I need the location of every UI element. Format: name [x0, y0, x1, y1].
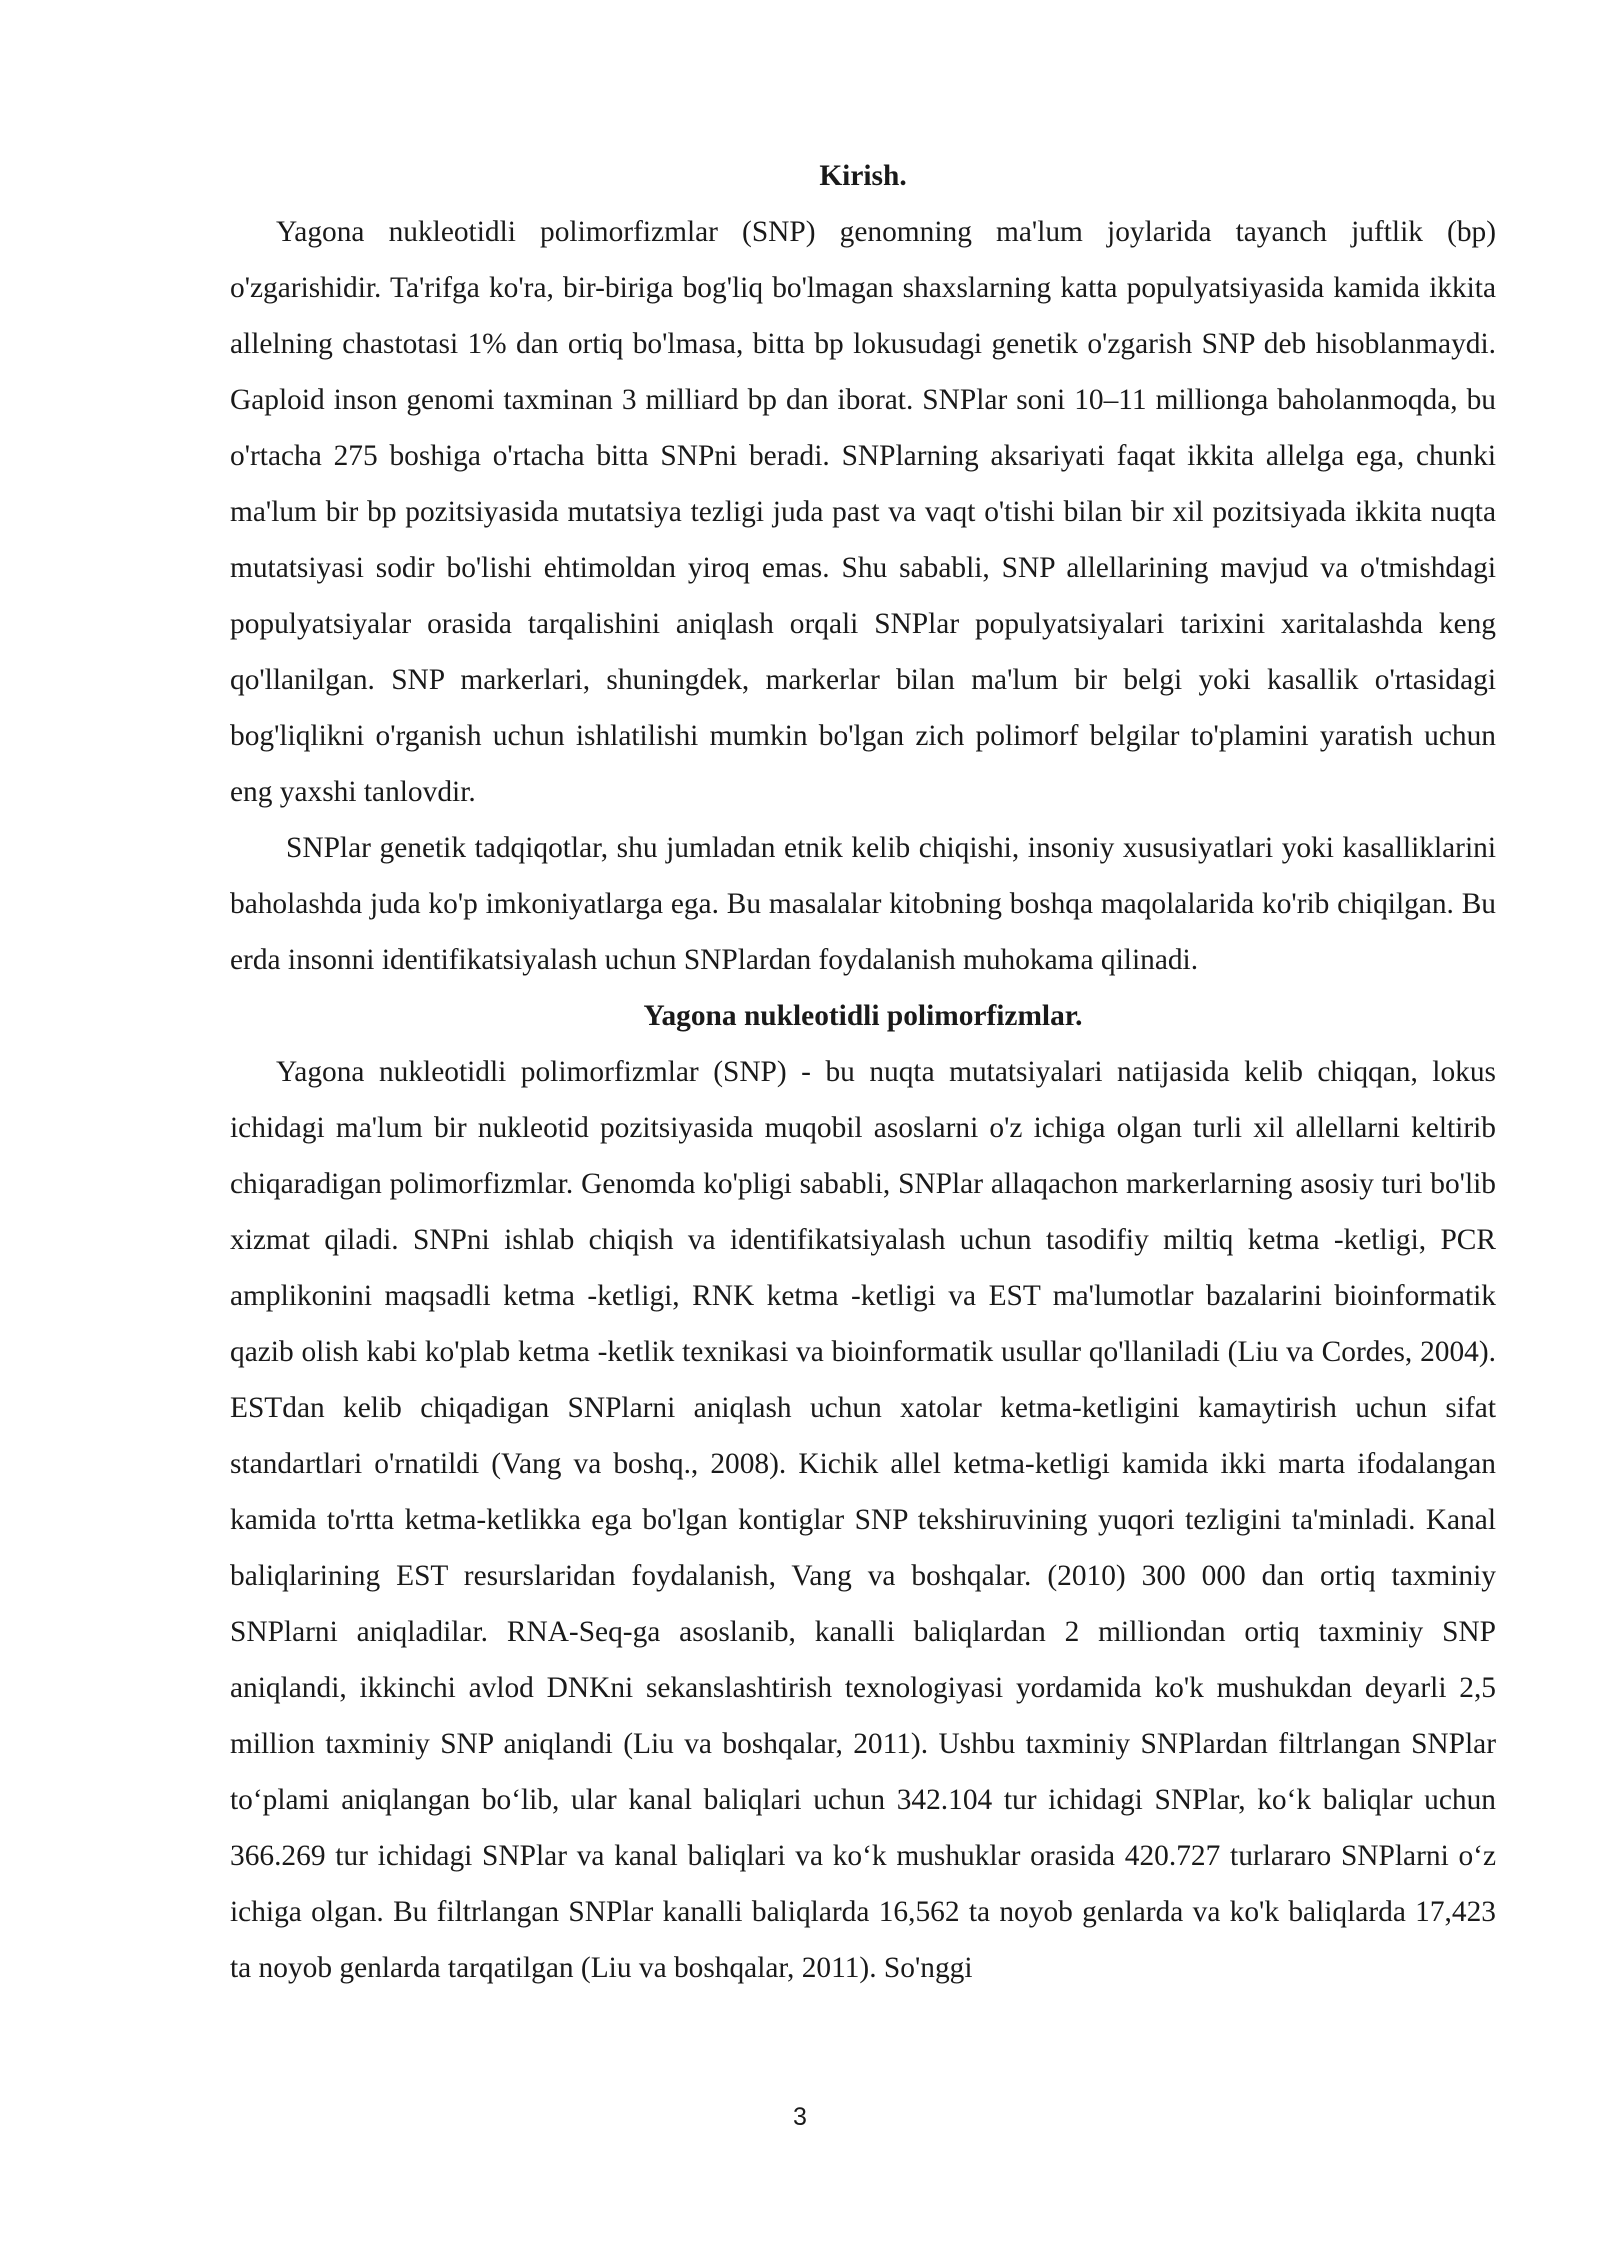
intro-paragraph-2: SNPlar genetik tadqiqotlar, shu jumladan etnik kelib chiqishi, insoniy xususiyatlari yoki kasalliklarini baholashda juda ko'p imkoniyatlarga ega. Bu masalalar kitobning boshqa maqolalarida ko'rib chiqilgan. Bu erda insonni identifikatsiyalash uchun SNPlardan foydalanish muhokama qilinadi. [230, 832, 1496, 976]
page-number: 3 [793, 2103, 807, 2131]
document-page [230, 148, 1496, 1996]
section-heading-snp: Yagona nukleotidli polimorfizmlar. [643, 1000, 1083, 1032]
section-heading-intro: Kirish. [819, 160, 907, 192]
intro-paragraph-1: Yagona nukleotidli polimorfizmlar (SNP) genomning ma'lum joylarida tayanch juftlik (bp) o'zgarishidir. Ta'rifga ko'ra, bir-biriga bog'liq bo'lmagan shaxslarning katta populyatsiyasida kamida ikkita allelning chastotasi 1% dan ortiq bo'lmasa, bitta bp lokusudagi genetik o'zgarish SNP deb hisoblanmaydi. Gaploid inson genomi taxminan 3 milliard bp dan iborat. SNPlar soni 10–11 millionga baholanmoqda, bu o'rtacha 275 boshiga o'rtacha bitta SNPni beradi. SNPlarning aksariyati faqat ikkita allelga ega, chunki ma'lum bir bp pozitsiyasida mutatsiya tezligi juda past va vaqt o'tishi bilan bir xil pozitsiyada ikkita nuqta mutatsiyasi sodir bo'lishi ehtimoldan yiroq emas. Shu sababli, SNP allellarining mavjud va o'tmishdagi populyatsiyalar orasida tarqalishini aniqlash orqali SNPlar populyatsiyalari tarixini xaritalashda keng qo'llanilgan. SNP markerlari, shuningdek, markerlar bilan ma'lum bir belgi yoki kasallik o'rtasidagi bog'liqlikni o'rganish uchun ishlatilishi mumkin bo'lgan zich polimorf belgilar to'plamini yaratish uchun eng yaxshi tanlovdir. [230, 216, 1496, 808]
snp-paragraph: Yagona nukleotidli polimorfizmlar (SNP) - bu nuqta mutatsiyalari natijasida kelib chiqqan, lokus ichidagi ma'lum bir nukleotid pozitsiyasida muqobil asoslarni o'z ichiga olgan turli xil allellarni keltirib chiqaradigan polimorfizmlar. Genomda ko'pligi sababli, SNPlar allaqachon markerlarning asosiy turi bo'lib xizmat qiladi. SNPni ishlab chiqish va identifikatsiyalash uchun tasodifiy miltiq ketma -ketligi, PCR amplikonini maqsadli ketma -ketligi, RNK ketma -ketligi va EST ma'lumotlar bazalarini bioinformatik qazib olish kabi ko'plab ketma -ketlik texnikasi va bioinformatik usullar qo'llaniladi (Liu va Cordes, 2004). ESTdan kelib chiqadigan SNPlarni aniqlash uchun xatolar ketma-ketligini kamaytirish uchun sifat standartlari o'rnatildi (Vang va boshq., 2008). Kichik allel ketma-ketligi kamida ikki marta ifodalangan kamida to'rtta ketma-ketlikka ega bo'lgan kontiglar SNP tekshiruvining yuqori tezligini ta'minladi. Kanal baliqlarining EST resurslaridan foydalanish, Vang va boshqalar. (2010) 300 000 dan ortiq taxminiy SNPlarni aniqladilar. RNA-Seq-ga asoslanib, kanalli baliqlardan 2 milliondan ortiq taxminiy SNP aniqlandi, ikkinchi avlod DNKni sekanslashtirish texnologiyasi yordamida ko'k mushukdan deyarli 2,5 million taxminiy SNP aniqlandi (Liu va boshqalar, 2011). Ushbu taxminiy SNPlardan filtrlangan SNPlar to‘plami aniqlangan bo‘lib, ular kanal baliqlari uchun 342.104 tur ichidagi SNPlar, ko‘k baliqlar uchun 366.269 tur ichidagi SNPlar va kanal baliqlari va ko‘k mushuklar orasida 420.727 turlararo SNPlarni o‘z ichiga olgan. Bu filtrlangan SNPlar kanalli baliqlarda 16,562 ta noyob genlarda va ko'k baliqlarda 17,423 ta noyob genlarda tarqatilgan (Liu va boshqalar, 2011). So'nggi [230, 1056, 1496, 1984]
